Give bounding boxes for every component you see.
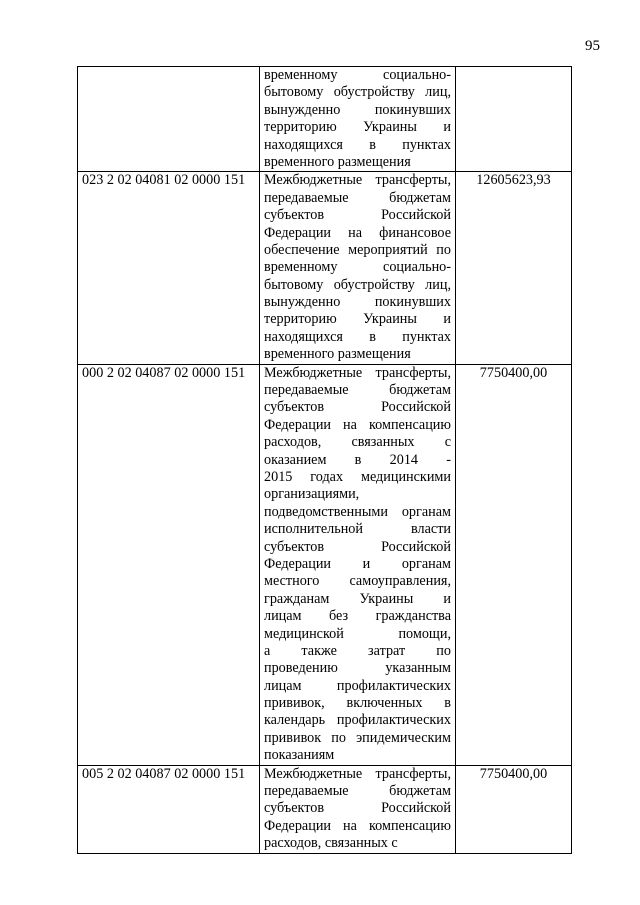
- description-line: местного самоуправления,: [264, 573, 451, 590]
- description-line: Федерации на финансовое: [264, 224, 451, 241]
- description-line: передаваемые бюджетам: [264, 382, 451, 399]
- table-row: [78, 67, 572, 172]
- description-line: календарь профилактических: [264, 712, 451, 729]
- description-line: проведению указанным: [264, 660, 451, 677]
- description-line: вынужденно покинувших: [264, 101, 451, 118]
- budget-code-cell: [78, 67, 260, 172]
- description-line: субъектов Российской: [264, 538, 451, 555]
- page-number: 95: [585, 38, 600, 54]
- description-line: исполнительной власти: [264, 521, 451, 538]
- budget-code-cell: 000 2 02 04087 02 0000 151: [78, 364, 260, 765]
- description-line: Федерации и органам: [264, 555, 451, 572]
- description-line: временному социально-: [264, 67, 451, 83]
- description-line: показаниям: [264, 747, 335, 764]
- description-line: расходов, связанных с: [264, 434, 451, 451]
- description-line: бытовому обустройству лиц,: [264, 84, 451, 101]
- description-line: лицам профилактических: [264, 677, 451, 694]
- description-line: временному социально-: [264, 259, 451, 276]
- description-line: передаваемые бюджетам: [264, 189, 451, 206]
- description-line: оказанием в 2014 -: [264, 451, 451, 468]
- amount-cell: 7750400,00: [456, 364, 572, 765]
- budget-code-cell: 023 2 02 04081 02 0000 151: [78, 172, 260, 364]
- description-cell: [260, 364, 456, 765]
- description-line: подведомственными органам: [264, 503, 451, 520]
- description-line: гражданам Украины и: [264, 590, 451, 607]
- description-line: временного размещения: [264, 346, 411, 363]
- description-line: прививок по эпидемическим: [264, 729, 451, 746]
- budget-code-cell: 005 2 02 04087 02 0000 151: [78, 765, 260, 853]
- table-row: [78, 172, 572, 364]
- description-line: Межбюджетные трансферты,: [264, 765, 451, 782]
- budget-table: [77, 66, 572, 854]
- description-line: вынужденно покинувших: [264, 294, 451, 311]
- description-line: временного размещения: [264, 153, 411, 170]
- amount-cell: 7750400,00: [456, 765, 572, 853]
- description-line: субъектов Российской: [264, 399, 451, 416]
- description-line: субъектов Российской: [264, 800, 451, 817]
- description-cell: [260, 67, 456, 172]
- table-row: [78, 765, 572, 853]
- description-line: территорию Украины и: [264, 311, 451, 328]
- description-line: расходов, связанных с: [264, 835, 398, 852]
- description-line: обеспечение мероприятий по: [264, 241, 451, 258]
- amount-cell: [456, 67, 572, 172]
- description-line: Федерации на компенсацию: [264, 416, 451, 433]
- description-line: передаваемые бюджетам: [264, 783, 451, 800]
- description-line: организациями,: [264, 486, 360, 503]
- description-line: медицинской помощи,: [264, 625, 451, 642]
- description-line: Федерации на компенсацию: [264, 817, 451, 834]
- description-line: 2015 годах медицинскими: [264, 468, 451, 485]
- description-line: бытовому обустройству лиц,: [264, 276, 451, 293]
- description-line: субъектов Российской: [264, 207, 451, 224]
- description-cell: [260, 765, 456, 853]
- description-line: территорию Украины и: [264, 119, 451, 136]
- description-line: прививок, включенных в: [264, 695, 451, 712]
- description-line: находящихся в пунктах: [264, 136, 451, 153]
- description-cell: [260, 172, 456, 364]
- description-line: Межбюджетные трансферты,: [264, 172, 451, 189]
- amount-cell: 12605623,93: [456, 172, 572, 364]
- description-line: а также затрат по: [264, 642, 451, 659]
- description-line: Межбюджетные трансферты,: [264, 364, 451, 381]
- description-line: находящихся в пунктах: [264, 328, 451, 345]
- table-row: [78, 364, 572, 765]
- description-line: лицам без гражданства: [264, 608, 451, 625]
